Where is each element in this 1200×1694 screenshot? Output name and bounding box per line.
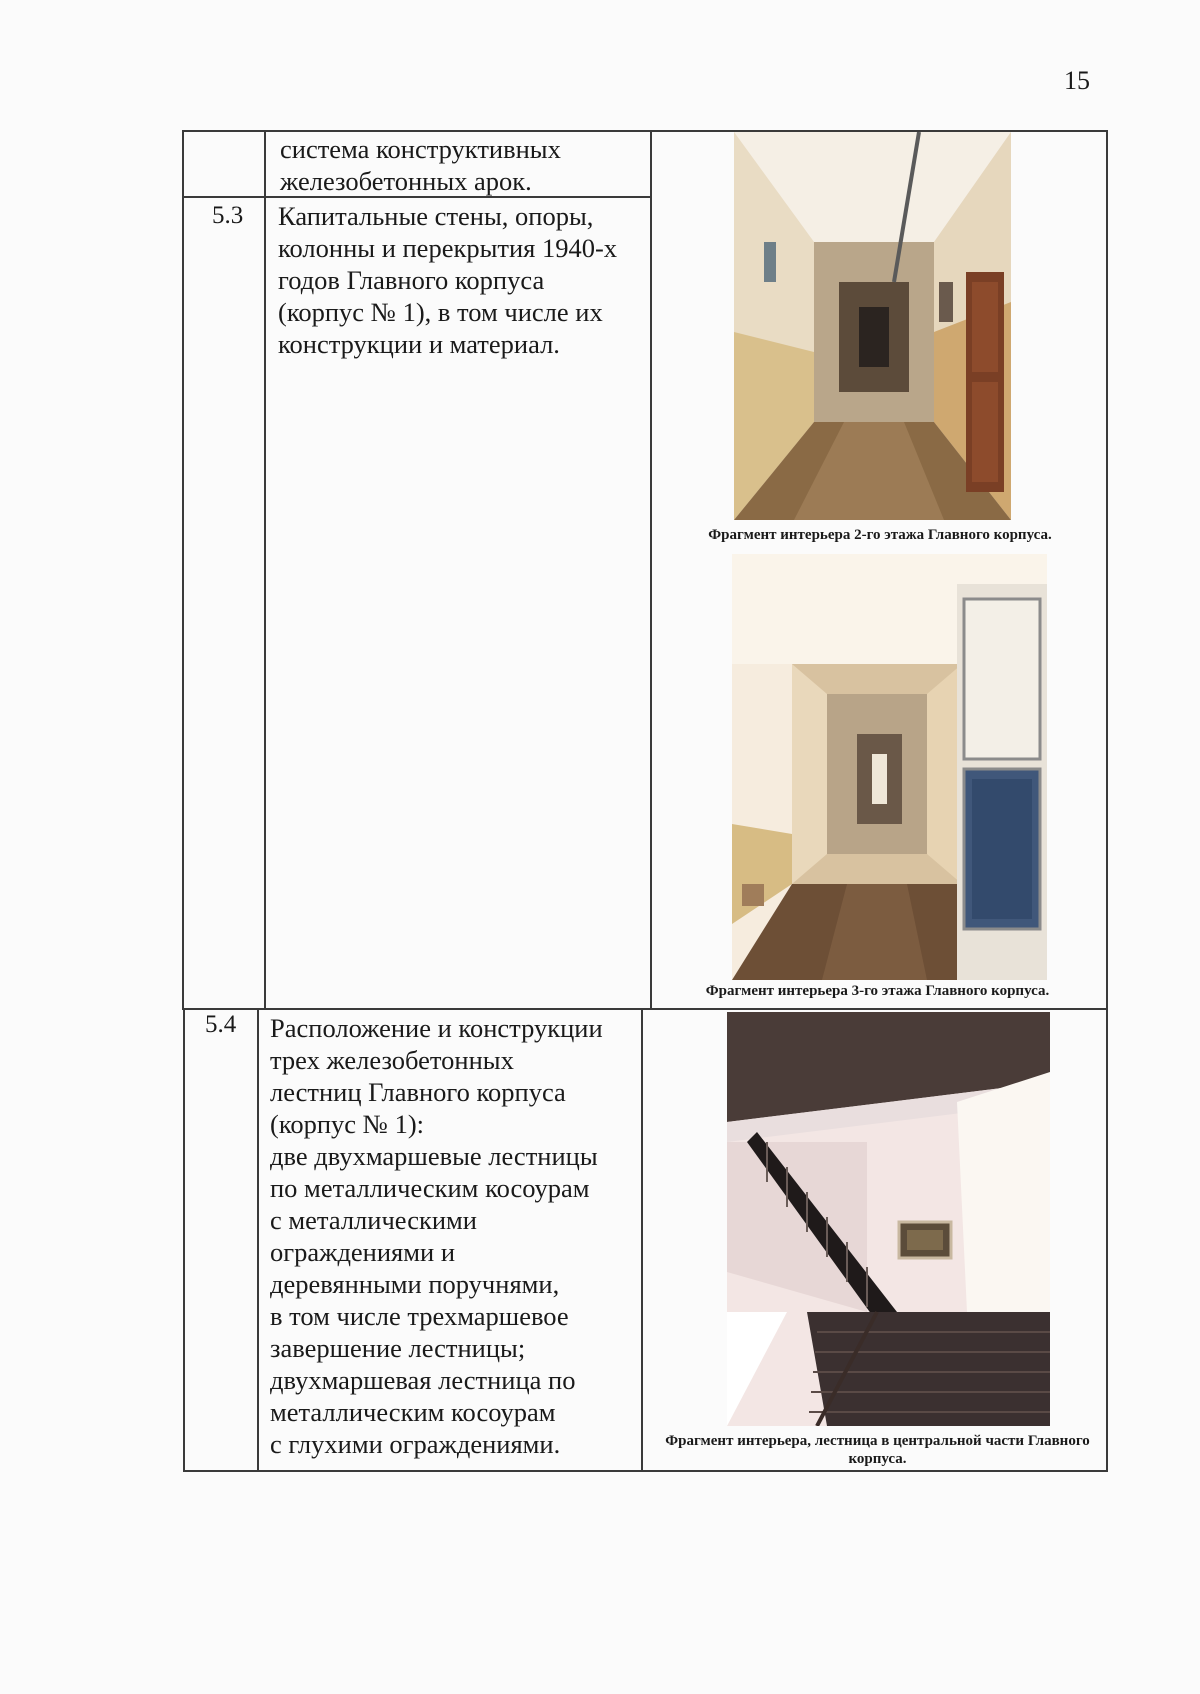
column-divider-photo	[650, 130, 652, 1010]
column-divider-photo-lower	[641, 1010, 643, 1472]
corridor-3rd-floor-photo	[732, 554, 1047, 980]
corridor-2nd-floor-photo	[734, 132, 1011, 520]
column-divider-num-lower	[257, 1010, 259, 1472]
photo-caption: Фрагмент интерьера 3-го этажа Главного корпуса.	[705, 983, 1050, 999]
photo-caption: Фрагмент интерьера, лестница в центральной части Главного корпуса.	[665, 1433, 1090, 1467]
page-number: 15	[1064, 66, 1090, 95]
staircase-photo	[727, 1012, 1050, 1426]
row-number: 5.4	[205, 1011, 237, 1038]
table-border-bottom	[183, 1470, 1108, 1472]
row-description: система конструктивных железобетонных арок.	[280, 134, 561, 196]
row-divider-2	[182, 1008, 1108, 1010]
table-border-left-lower	[183, 1010, 185, 1472]
row-description: Капитальные стены, опоры, колонны и перекрытия 1940-х годов Главного корпуса (корпус № 1), в том числе их конструкции и материал.	[278, 201, 618, 359]
photo-caption: Фрагмент интерьера 2-го этажа Главного корпуса.	[708, 527, 1052, 543]
table-border-left	[182, 130, 184, 1010]
table-border-right	[1106, 130, 1108, 1472]
column-divider-num	[264, 130, 266, 1010]
row-description: Расположение и конструкции трех железобетонных лестниц Главного корпуса (корпус № 1): две двухмаршевые лестницы по металлическим косоурам с металлическими ограждениями и деревянными поручнями, в том числе трехмаршевое завершение лестницы; двухмаршевая лестница по металлическим косоурам с глухими ограждениями.	[270, 1013, 603, 1459]
row-number: 5.3	[212, 202, 244, 229]
